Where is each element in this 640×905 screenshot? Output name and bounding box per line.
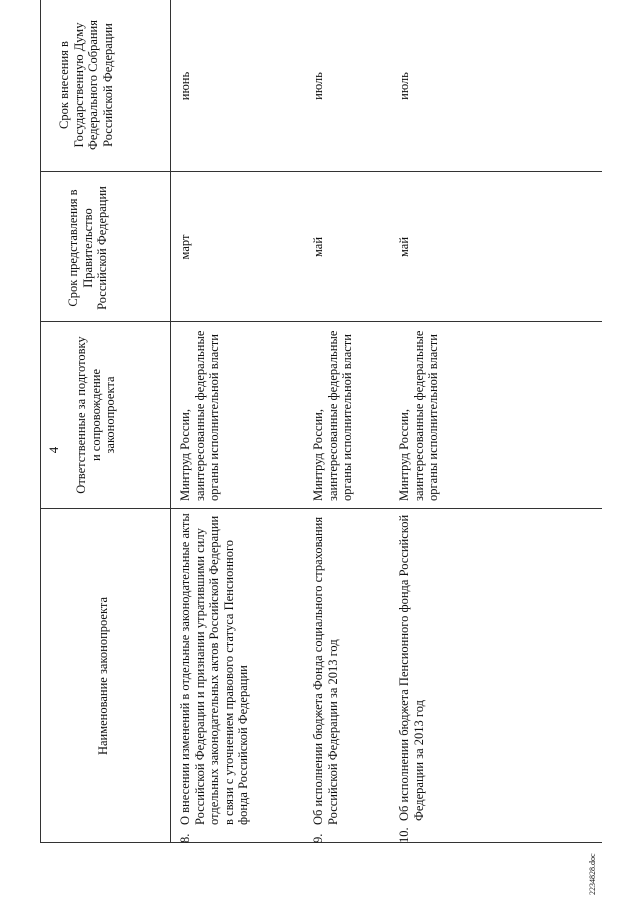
page-number: 4 [46,446,61,454]
header-responsible: Ответственные за подготовку и сопровождение законопроекта [74,336,117,494]
header-duma-deadline: Срок внесения в Государственную Думу Федерального Собрания Российской Федерации [57,19,115,151]
row-gov-deadline: май [397,236,411,258]
row-responsible: Минтруд России, заинтересованные федеральные органы исполнительной власти [397,330,440,501]
header-top-line [40,0,41,843]
header-bottom-line [170,0,171,843]
row-name: Об исполнении бюджета Пенсионного фонда Российской Федерации за 2013 год [397,514,426,821]
row-gov-deadline: май [311,236,325,258]
row-name: Об исполнении бюджета Фонда социального страхования Российской Федерации за 2013 год [311,516,340,825]
row-duma-deadline: июль [311,72,325,100]
column-divider-1 [40,508,602,509]
header-name: Наименование законопроекта [96,596,110,756]
row-number: 10. [397,827,411,843]
row-duma-deadline: июль [397,72,411,100]
row-number: 9. [311,833,325,843]
document-filename: 2234828.doc [588,853,597,895]
row-name: О внесении изменений в отдельные законодательные акты Российской Федерации и признании утратившими силу отдельных законодательных актов Российской Федерации в связи с уточнением правового статуса Пенсионного фонда Российской Федерации [178,513,250,825]
row-responsible: Минтруд России, заинтересованные федеральные органы исполнительной власти [311,330,354,501]
row-duma-deadline: июнь [178,71,192,101]
row-number: 8. [178,833,192,843]
row-responsible: Минтруд России, заинтересованные федеральные органы исполнительной власти [178,330,221,501]
row-gov-deadline: март [178,234,192,260]
header-gov-deadline: Срок представления в Правительство Российской Федерации [66,186,109,310]
